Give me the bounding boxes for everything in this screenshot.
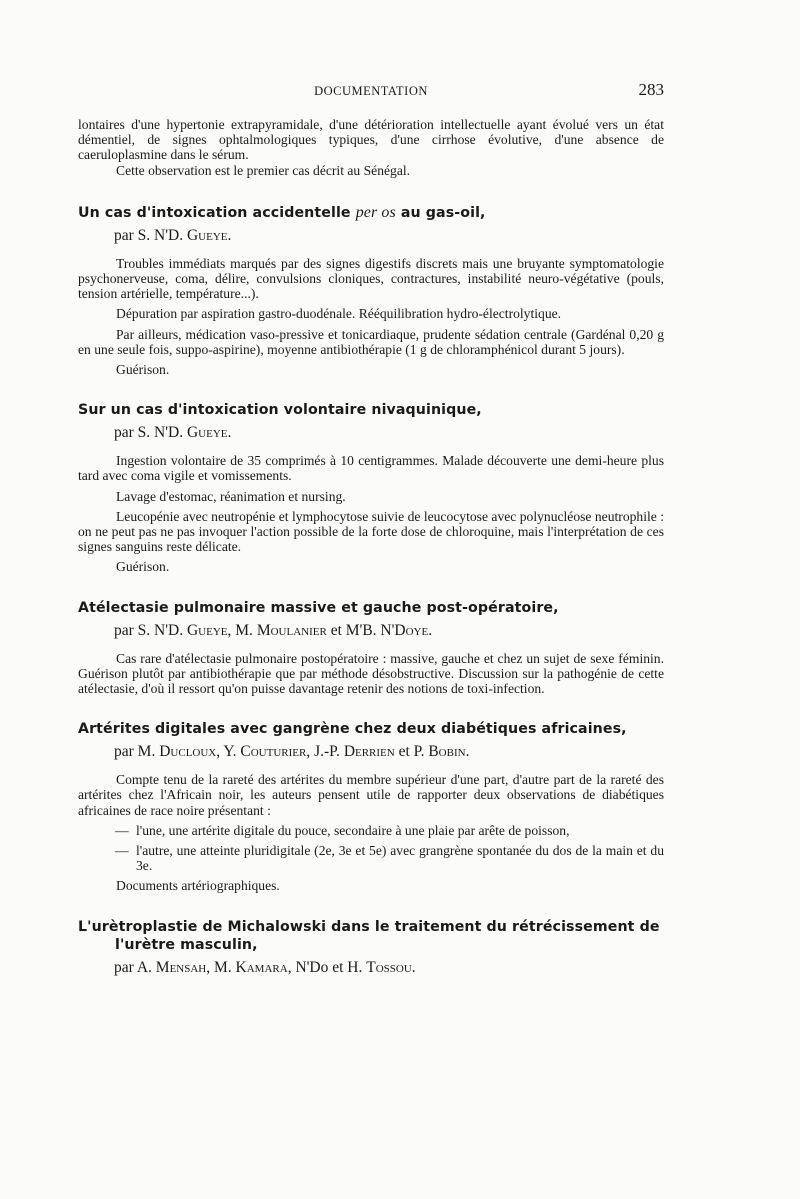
author-line: par S. N'D. Gueye. bbox=[114, 226, 232, 244]
abstract-section bbox=[78, 401, 664, 574]
abstract-paragraph: Compte tenu de la rareté des artérites du membre supérieur d'une part, d'autre part de la rareté des artérites chez l'Africain noir, les auteurs pensent utile de rapporter deux observations de diabétiques africaines de race noire présentant : bbox=[78, 772, 664, 818]
section-title: Sur un cas d'intoxication volontaire nivaquinique, bbox=[78, 402, 482, 419]
abstract-paragraph: Lavage d'estomac, réanimation et nursing. bbox=[116, 488, 346, 504]
running-head: DOCUMENTATION bbox=[314, 84, 428, 98]
abstract-paragraph: Ingestion volontaire de 35 comprimés à 10 centigrammes. Malade découverte une demi-heure plus tard avec coma vigile et vomissements. bbox=[78, 453, 664, 484]
intro-paragraph: Cette observation est le premier cas décrit au Sénégal. bbox=[116, 162, 411, 178]
abstract-section bbox=[78, 918, 664, 977]
list-item: — l'une, une artérite digitale du pouce, secondaire à une plaie par arête de poisson, bbox=[115, 822, 570, 838]
section-title: Artérites digitales avec gangrène chez deux diabétiques africaines, bbox=[78, 721, 627, 738]
author-line: par S. N'D. Gueye, M. Moulanier et M'B. N'Doye. bbox=[114, 621, 433, 639]
section-title: Atélectasie pulmonaire massive et gauche post-opératoire, bbox=[78, 599, 559, 616]
intro-paragraph: lontaires d'une hypertonie extrapyramidale, d'une détérioration intellectuelle ayant évolué vers un état démentiel, de signes ophtalmologiques typiques, d'une cirrhose évolutive, d'une absence de caeruloplasmine dans le sérum. bbox=[78, 117, 664, 163]
page-body bbox=[78, 117, 664, 988]
abstract-paragraph: Cas rare d'atélectasie pulmonaire postopératoire : massive, gauche et chez un sujet de sexe féminin. Guérison plutôt par antibiothérapie que par méthode désobstructive. Discussion sur la pathogénie de cette atélectasie, d'où il ressort qu'on puisse davantage retenir des notions de toxi-infection. bbox=[78, 650, 664, 697]
abstract-paragraph: Documents artériographiques. bbox=[116, 878, 280, 894]
abstract-paragraph: Leucopénie avec neutropénie et lymphocytose suivie de leucocytose avec polynucléose neutrophile : on ne peut pas ne pas invoquer l'action possible de la forte dose de chloroquine, mais l'interprétation de ces signes sanguins reste délicate. bbox=[78, 508, 664, 555]
author-line: par S. N'D. Gueye. bbox=[114, 424, 232, 442]
section-title: L'urètroplastie de Michalowski dans le traitement du rétrécissement de l'urètre masculin, bbox=[78, 918, 660, 953]
abstract-section bbox=[78, 599, 664, 697]
abstract-paragraph: Guérison. bbox=[116, 559, 170, 575]
abstract-paragraph: Troubles immédiats marqués par des signes digestifs discrets mais une bruyante symptomatologie psychonerveuse, coma, délire, convulsions cloniques, contractures, instabilité neuro-végétative (pouls, tension artérielle, température...). bbox=[78, 255, 664, 302]
section-title: Un cas d'intoxication accidentelle per os au gas-oil, bbox=[78, 203, 486, 221]
dash-bullet: — bbox=[115, 822, 129, 838]
abstract-paragraph: Par ailleurs, médication vaso-pressive et tonicardiaque, prudente sédation centrale (Gardénal 0,20 g en une seule fois, suppo-aspirine), moyenne antibiothérapie (1 g de chloramphénicol durant 5 jours). bbox=[78, 326, 664, 357]
abstract-section bbox=[78, 720, 664, 893]
abstract-paragraph: Guérison. bbox=[116, 362, 170, 378]
page-header bbox=[78, 80, 664, 102]
page-number: 283 bbox=[638, 80, 664, 99]
list-item: — l'autre, une atteinte pluridigitale (2e, 3e et 5e) avec grangrène spontanée du dos de la main et du 3e. bbox=[115, 843, 664, 874]
author-line: par A. Mensah, M. Kamara, N'Do et H. Tossou. bbox=[114, 958, 416, 976]
author-line: par M. Ducloux, Y. Couturier, J.-P. Derrien et P. Bobin. bbox=[114, 743, 470, 761]
dash-bullet: — bbox=[115, 843, 129, 859]
abstract-section bbox=[78, 204, 664, 377]
abstract-paragraph: Dépuration par aspiration gastro-duodénale. Rééquilibration hydro-électrolytique. bbox=[116, 306, 562, 322]
